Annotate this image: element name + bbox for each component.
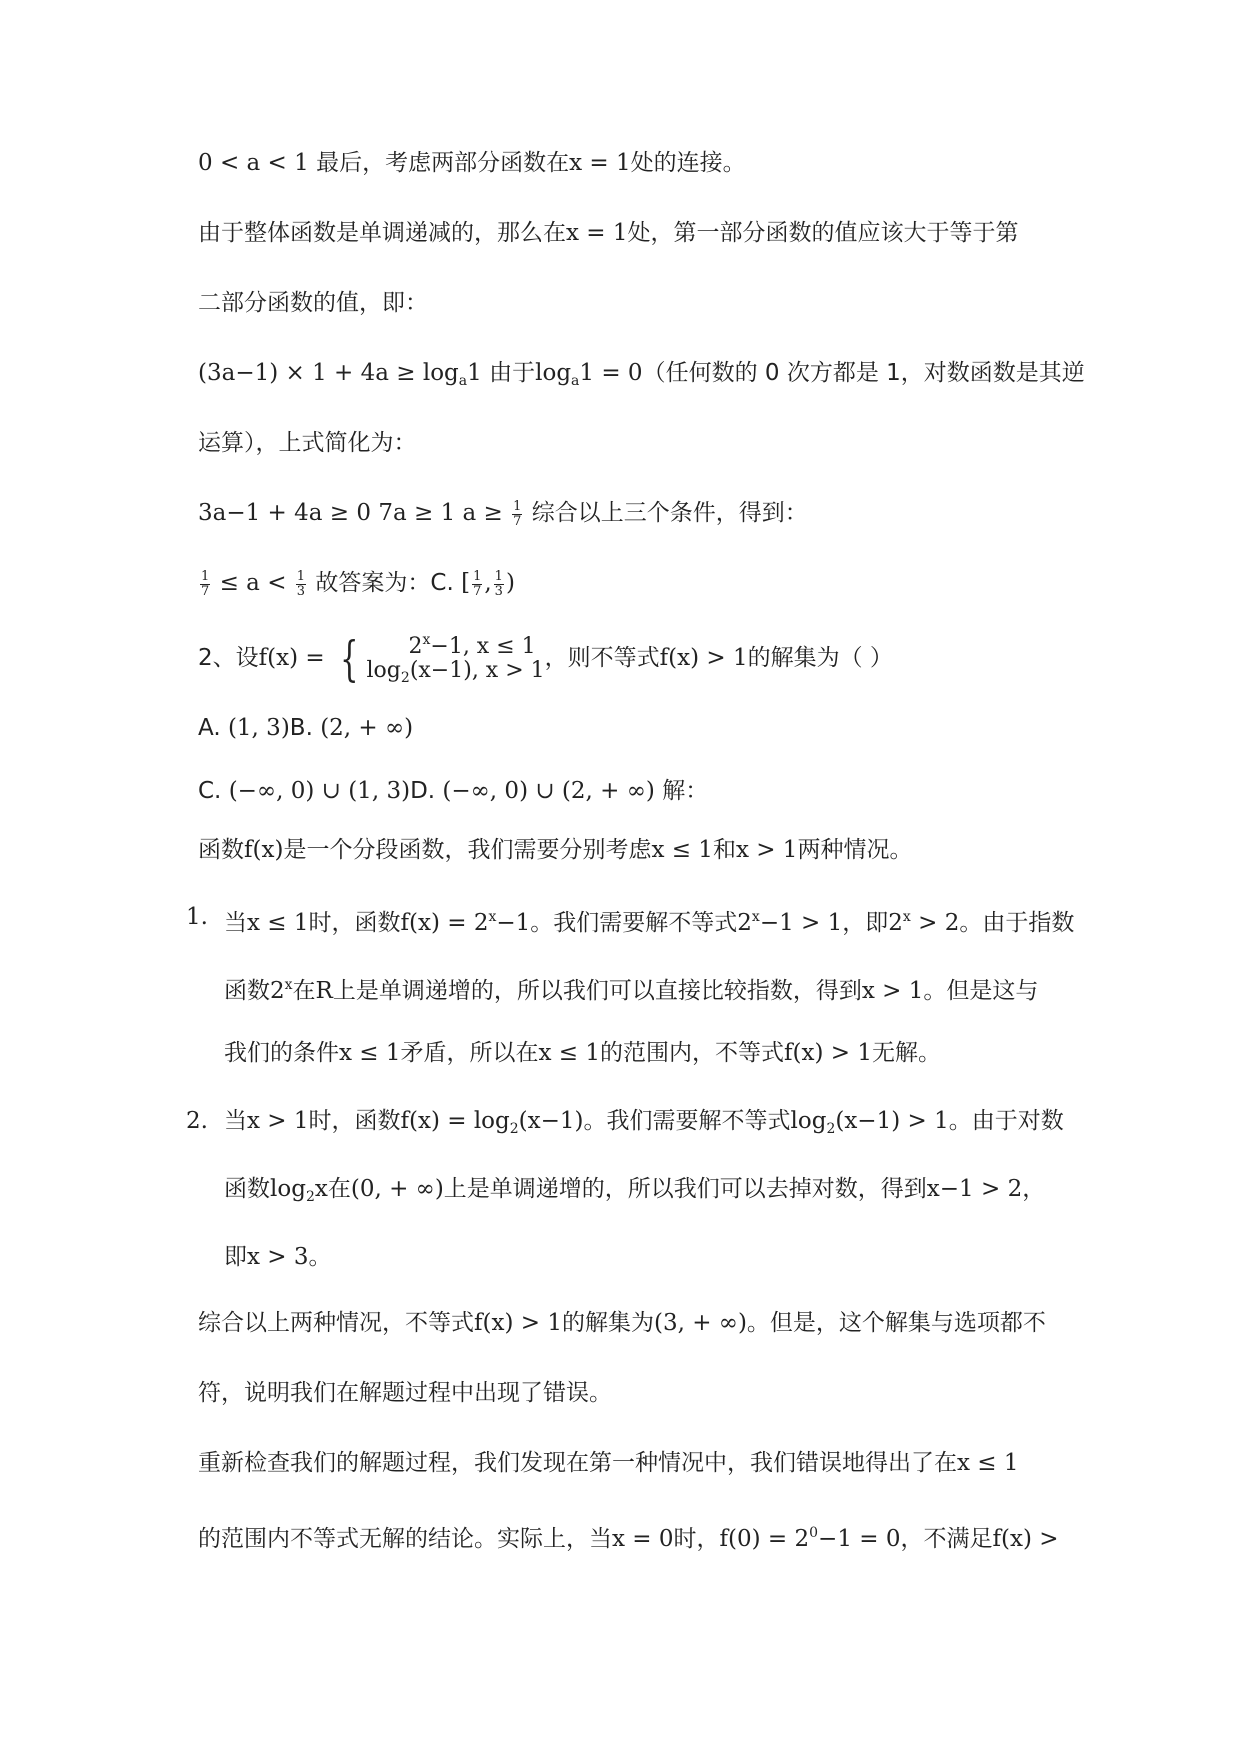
math: f(x) > 1 — [784, 1040, 872, 1066]
list-item-1-line-3 — [224, 1038, 941, 1068]
text: 上是单调递增的，所以我们可以直接比较指数，得到 — [332, 978, 862, 1004]
math: x > 3 — [247, 1244, 309, 1270]
math: 1 — [467, 360, 482, 386]
text: 。但是，这个解集与选项都不 — [746, 1310, 1046, 1336]
math: f(x) = — [258, 645, 325, 671]
text-line-5 — [198, 428, 417, 458]
text: 处，第一部分函数的值应该大于等于第 — [627, 220, 1019, 246]
math: 3a−1 + 4a ≥ 0 7a ≥ 1 a ≥ — [198, 500, 503, 526]
text: 的范围内不等式无解的结论。实际上，当 — [198, 1526, 612, 1552]
text-line-18 — [198, 1308, 1046, 1338]
math: 2 — [888, 910, 903, 936]
math: (−∞, 0) ∪ (1, 3) — [228, 778, 411, 804]
text: 故答案为：C. — [308, 570, 462, 596]
math: (x−1) > 1 — [835, 1108, 949, 1134]
math: log — [535, 360, 572, 386]
list-item-1-line-1 — [224, 902, 1074, 938]
text: 。由于对数 — [948, 1108, 1064, 1134]
text-line-2 — [198, 218, 1019, 248]
text: 运算），上式简化为： — [198, 430, 417, 456]
math: x > 1 — [861, 978, 924, 1004]
text: 解： — [654, 778, 709, 804]
math: x > 1 — [247, 1108, 309, 1134]
math: ) — [505, 570, 515, 596]
cases — [367, 628, 545, 690]
fraction: $\frac{1}{7}$ — [201, 568, 210, 599]
text: 。 — [308, 1244, 332, 1270]
text: 即 — [224, 1244, 247, 1270]
text-line-11 — [198, 835, 912, 865]
text: ，则不等式 — [544, 645, 660, 671]
text: 函数 — [224, 1176, 270, 1202]
text: 二部分函数的值，即： — [198, 290, 428, 316]
text: 上是单调递增的，所以我们可以去掉对数，得到 — [443, 1176, 927, 1202]
piecewise-function — [332, 628, 545, 690]
list-item-2-line-2 — [224, 1174, 1045, 1212]
text: （任何数的 0 次方都是 1，对数函数是其逆 — [642, 360, 1085, 386]
text: 当 — [224, 1108, 247, 1134]
math: f(x) > 1 — [474, 1310, 562, 1336]
text: B. — [289, 715, 321, 741]
text: 当 — [224, 910, 247, 936]
text: 综合以上三个条件，得到： — [524, 500, 808, 526]
math: x = 1 — [569, 150, 631, 176]
subscript: 2 — [826, 1121, 836, 1137]
fraction: $\frac{1}{7}$ — [473, 568, 482, 599]
math: (−∞, 0) ∪ (2, + ∞) — [442, 778, 655, 804]
text: 时，函数 — [308, 910, 401, 936]
text: 是一个分段函数，我们需要分别考虑 — [283, 837, 652, 863]
math: 2 — [737, 910, 752, 936]
text-line-4 — [198, 358, 1085, 396]
math: (x−1) — [518, 1108, 584, 1134]
list-item-1-line-2 — [224, 970, 1038, 1006]
text: 处的连接。 — [630, 150, 746, 176]
text: 在 — [327, 1176, 351, 1202]
math: (3a−1) × 1 + 4a ≥ log — [198, 360, 459, 386]
case-2: $\log_2(x-1)$, x > 1 — [366, 658, 545, 686]
text-line-19 — [198, 1378, 612, 1408]
math: x = 1 — [566, 220, 628, 246]
text: ，即 — [842, 910, 889, 936]
math: f(x) — [244, 837, 284, 863]
text: 函数 — [224, 978, 270, 1004]
text: 无解。 — [871, 1040, 941, 1066]
subscript: 2 — [509, 1121, 519, 1137]
subscript: 2 — [305, 1189, 315, 1205]
text-line-8 — [198, 628, 893, 690]
text: 。但是这与 — [923, 978, 1039, 1004]
text: 和 — [712, 837, 736, 863]
math: (3, + ∞) — [653, 1310, 747, 1336]
text: 时， — [673, 1526, 720, 1552]
text: 的解集为 — [561, 1310, 654, 1336]
math: 1 = 0 — [579, 360, 643, 386]
math: x ≤ 1 — [247, 910, 309, 936]
text: ，不满足 — [900, 1526, 993, 1552]
math: f(x) > — [992, 1526, 1059, 1552]
text: 的解集为（ ） — [747, 645, 893, 671]
text: 函数 — [198, 837, 244, 863]
math: f(x) = log — [400, 1108, 510, 1134]
math: x ≤ 1 — [957, 1450, 1019, 1476]
math: x — [314, 1176, 328, 1202]
math: 2 — [270, 978, 285, 1004]
math: log — [270, 1176, 306, 1202]
text-line-20 — [198, 1448, 1019, 1478]
text: 符，说明我们在解题过程中出现了错误。 — [198, 1380, 612, 1406]
superscript: 0 — [809, 1525, 819, 1541]
subscript: a — [458, 373, 468, 389]
fraction: $\frac{1}{3}$ — [296, 568, 306, 599]
list-marker: 1. — [186, 904, 208, 930]
text: C. — [198, 778, 229, 804]
text: ， — [1022, 1176, 1046, 1202]
text: 时，函数 — [308, 1108, 401, 1134]
text-line-3 — [198, 288, 428, 318]
option-line-ab — [198, 713, 413, 743]
text: 。由于指数 — [959, 910, 1075, 936]
text: 的范围内，不等式 — [600, 1040, 784, 1066]
math: 0 < a < 1 — [198, 150, 309, 176]
text: 由于整体函数是单调递减的，那么在 — [198, 220, 566, 246]
math: −1 > 1 — [759, 910, 843, 936]
math: x−1 > 2 — [926, 1176, 1023, 1202]
text: 在 — [292, 978, 316, 1004]
math: ≤ a < — [219, 570, 287, 596]
superscript: x — [284, 977, 293, 993]
superscript: x — [751, 909, 760, 925]
math: (1, 3) — [227, 715, 290, 741]
text: 我们的条件 — [224, 1040, 339, 1066]
math: (2, + ∞) — [320, 715, 414, 741]
text: 矛盾，所以在 — [400, 1040, 539, 1066]
text: 两种情况。 — [797, 837, 913, 863]
math: −1 — [496, 910, 531, 936]
math: [ — [461, 570, 471, 596]
text: D. — [410, 778, 443, 804]
fraction: $\frac{1}{7}$ — [513, 498, 522, 529]
fraction: $\frac{1}{3}$ — [494, 568, 503, 599]
superscript: x — [488, 909, 497, 925]
math: f(0) = 2 — [719, 1526, 810, 1552]
text: 重新检查我们的解题过程，我们发现在第一种情况中，我们错误地得出了在 — [198, 1450, 957, 1476]
math: −1 = 0 — [818, 1526, 901, 1552]
list-item-2-line-1 — [224, 1106, 1064, 1144]
math: x ≤ 1 — [538, 1040, 600, 1066]
text: 。我们需要解不等式 — [583, 1108, 791, 1134]
text: 2、设 — [198, 645, 259, 671]
text: 由于 — [481, 360, 536, 386]
math: log — [790, 1108, 827, 1134]
text-line-7 — [198, 568, 515, 599]
math: , — [484, 570, 492, 596]
text: A. — [198, 715, 228, 741]
left-brace: { — [340, 631, 359, 687]
option-line-cd — [198, 776, 708, 806]
text: 最后，考虑两部分函数在 — [308, 150, 570, 176]
math: f(x) > 1 — [659, 645, 748, 671]
text: 。我们需要解不等式 — [530, 910, 738, 936]
list-item-2-line-3 — [224, 1242, 332, 1272]
text-line-1 — [198, 148, 746, 178]
math: f(x) = 2 — [400, 910, 489, 936]
superscript: x — [902, 909, 911, 925]
math: R — [315, 978, 333, 1004]
text: 综合以上两种情况，不等式 — [198, 1310, 474, 1336]
case-1: $2^x-1$, x ≤ 1 — [408, 632, 536, 659]
math: x ≤ 1 — [339, 1040, 401, 1066]
text-line-21 — [198, 1518, 1059, 1554]
math: x > 1 — [735, 837, 798, 863]
text-line-6 — [198, 498, 808, 529]
math: > 2 — [910, 910, 960, 936]
math: x = 0 — [612, 1526, 674, 1552]
subscript: a — [571, 373, 580, 389]
math: x ≤ 1 — [651, 837, 713, 863]
list-marker: 2. — [186, 1108, 208, 1134]
math: (0, + ∞) — [350, 1176, 444, 1202]
